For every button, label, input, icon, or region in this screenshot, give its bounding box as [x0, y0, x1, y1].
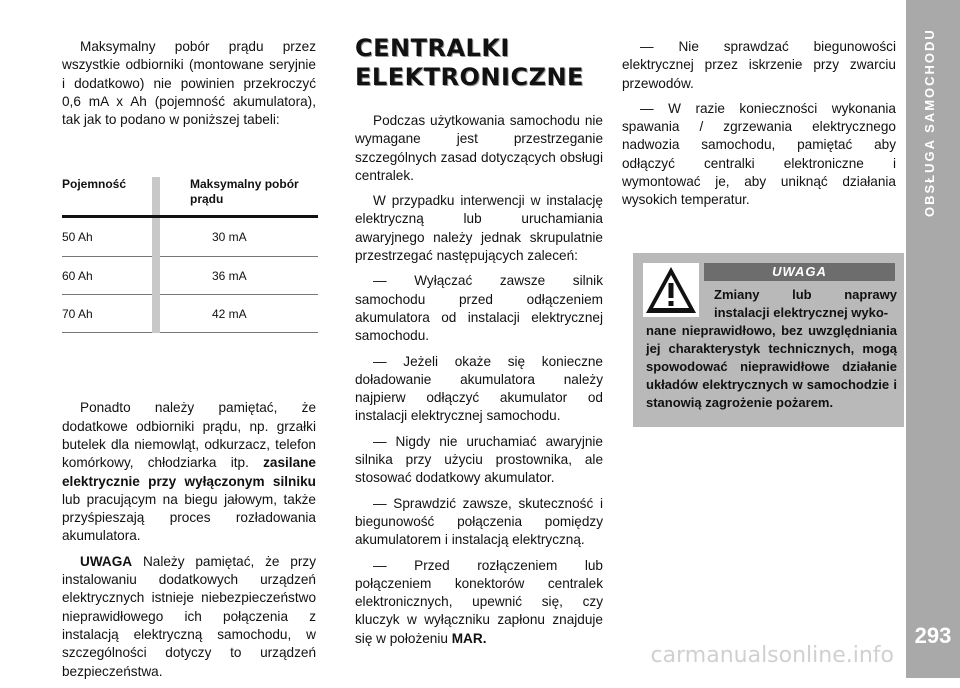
table-header-max: Maksymalny pobór prądu	[160, 177, 318, 217]
warning-lead: Zmiany lub naprawy instalacji elektrycznej wyko-	[714, 287, 897, 320]
note-paragraph	[62, 553, 316, 681]
paragraph: W przypadku interwencji w instalację elektryczną lub uruchamiania awaryjnego należy jednak skrupulatnie przestrzegać następujących zaleceń:	[355, 193, 603, 264]
warning-body: nane nieprawidłowo, bez uwzględniania jej charakterystyk technicznych, mogą spowodować nieprawidłowe działanie układów elektrycznych w samochodzie i stanowią zagrożenie pożarem.	[646, 323, 897, 410]
list-item: — Sprawdzić zawsze, skuteczność i biegunowość połączenia pomiędzy akumulatorem i instalacją elektryczną.	[355, 495, 603, 548]
paragraph: Podczas użytkowania samochodu nie wymagane jest przestrzeganie szczególnych zasad dotyczących obsługi centralek.	[355, 113, 603, 183]
table-cell-capacity: 50 Ah	[62, 217, 152, 256]
heading-line: ELEKTRONICZNE	[355, 63, 584, 91]
left-column	[62, 38, 316, 688]
table-header-capacity: Pojemność	[62, 177, 152, 217]
table-cell-max: 30 mA	[160, 217, 318, 256]
table-cell-capacity: 60 Ah	[62, 256, 152, 294]
heading-line: CENTRALKI	[355, 34, 510, 62]
chapter-title: OBSŁUGA SAMOCHODU	[922, 28, 937, 217]
list-item: — Wyłączać zawsze silnik samochodu przed odłączeniem akumulatora od instalacji elektrycznej samochodu.	[355, 273, 603, 344]
warning-box	[633, 253, 904, 427]
intro-paragraph: Maksymalny pobór prądu przez wszystkie odbiorniki (montowane seryjnie i dodatkowo) nie powinien przekroczyć 0,6 mA x Ah (pojemność akumulatora), tak jak to podano w poniższej tabeli:	[62, 39, 316, 128]
list-item	[355, 557, 603, 648]
current-draw-table	[62, 177, 318, 333]
table-row	[62, 217, 318, 256]
text-run: Ponadto należy pamiętać, że dodatkowe odbiorniki prądu, np. grzałki butelek dla niemowląt, odkurzacz, telefon komórkowy, chłodziarka itp.	[62, 400, 316, 471]
table-row	[62, 295, 318, 333]
table-cell-capacity: 70 Ah	[62, 295, 152, 333]
text-run: Należy pamiętać, że przy instalowaniu dodatkowych urządzeń elektrycznych istnieje niebezpieczeństwo nieprawidłowego ich połączenia z instalacją elektryczną samochodu, w szczególności dotyczy to urządzeń bezpieczeństwa.	[62, 553, 316, 679]
list-item: — Jeżeli okaże się konieczne doładowanie akumulatora należy najpierw odłączyć akumulator od instalacji elektrycznej samochodu.	[355, 353, 603, 424]
table-row	[62, 256, 318, 294]
list-item: — Nigdy nie uruchamiać awaryjnie silnika przy użyciu prostownika, ale stosować dodatkowy akumulator.	[355, 433, 603, 486]
text-run: — Przed rozłączeniem lub połączeniem konektorów centralek elektronicznych, upewnić się, czy kluczyk w wyłączniku zapłonu znajduje się w położeniu	[355, 557, 603, 646]
table-cell-max: 42 mA	[160, 295, 318, 333]
emphasis-text: zasilane elektrycznie przy wyłączonym silniku	[62, 455, 316, 489]
chapter-sidebar	[906, 0, 960, 678]
table-cell-max: 36 mA	[160, 256, 318, 294]
table-separator	[152, 177, 160, 217]
watermark: carmanualsonline.info	[650, 643, 894, 668]
warning-text	[646, 286, 897, 412]
warning-title: UWAGA	[704, 263, 895, 281]
section-heading	[355, 34, 603, 92]
right-column	[622, 38, 896, 217]
table-separator	[152, 256, 160, 294]
table-separator	[152, 217, 160, 256]
text-run: lub pracującym na biegu jałowym, także przyśpieszają proces rozładowania akumulatora.	[62, 491, 316, 544]
emphasis-text: MAR.	[451, 630, 487, 646]
additional-consumers-paragraph	[62, 399, 316, 545]
note-label: UWAGA	[80, 553, 133, 569]
page-number: 293	[914, 623, 952, 648]
middle-column	[355, 34, 603, 655]
list-item: — W razie konieczności wykonania spawania / zgrzewania elektrycznego nadwozia samochodu, pamiętać aby odłączyć centralki elektroniczne i wymontować je, aby uniknąć działania wysokich temperatur.	[622, 100, 896, 208]
table-separator	[152, 295, 160, 333]
list-item: — Nie sprawdzać biegunowości elektrycznej przez iskrzenie przy zwarciu przewodów.	[622, 39, 896, 91]
